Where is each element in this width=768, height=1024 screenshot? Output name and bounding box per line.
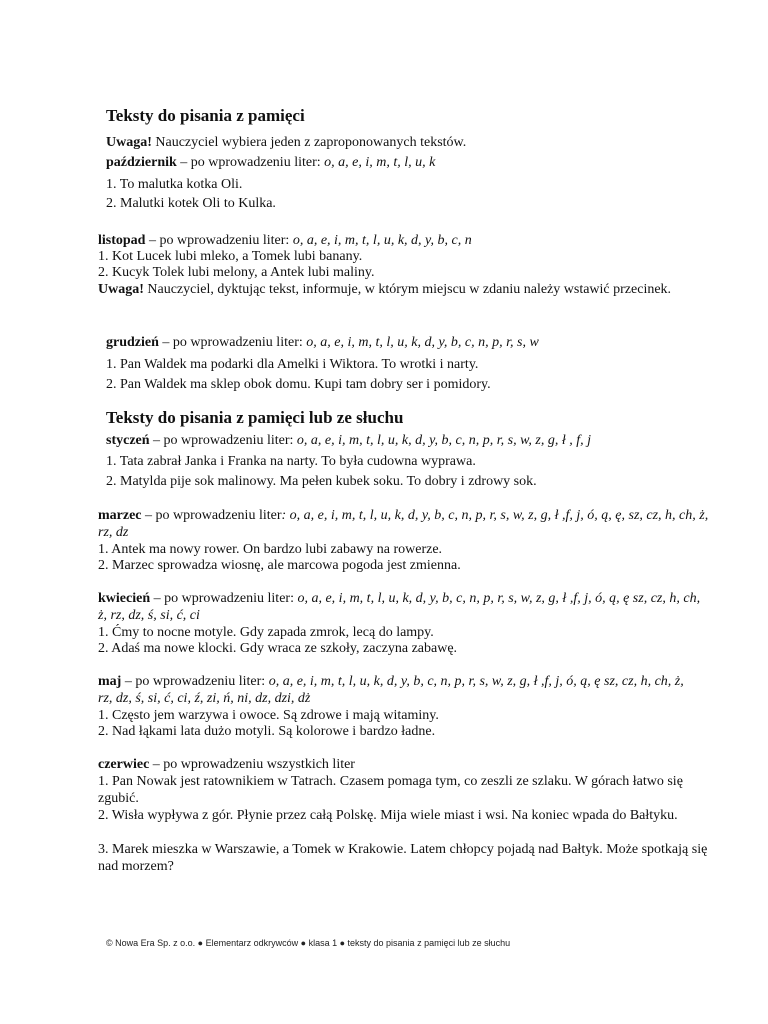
month-header-april	[98, 590, 708, 624]
note-teacher-choice	[106, 134, 466, 151]
note-label: Uwaga!	[98, 282, 144, 297]
list-item: 2. Adaś ma nowe klocki. Gdy wraca ze szkoły, zaczyna zabawę.	[98, 641, 458, 656]
letters-list: o, a, e, i, m, t, l, u, k, d, y, b, c, n	[292, 233, 472, 248]
list-item: 2. Nad łąkami lata dużo motyli. Są kolorowe i bardzo ładne.	[98, 724, 436, 739]
note-text: Nauczyciel wybiera jeden z zaproponowanych tekstów.	[151, 135, 467, 150]
list-item: 2. Wisła wypływa z gór. Płynie przez całą Polskę. Mija wiele miast i wsi. Na koniec wpada do Bałtyku.	[98, 808, 678, 823]
list-item: 1. Ćmy to nocne motyle. Gdy zapada zmrok, lecą do lampy.	[98, 625, 434, 640]
list-item: 1. Antek ma nowy rower. On bardzo lubi zabawy na rowerze.	[98, 542, 443, 557]
letters-list: o, a, e, i, m, t, l, u, k, d, y, b, c, n, p, r, s, w, z, g, ł , f, j	[296, 433, 592, 448]
month-header-october	[106, 154, 435, 171]
month-header-january	[106, 432, 591, 449]
list-item: 1. Pan Waldek ma podarki dla Amelki i Wiktora. To wrotki i narty.	[106, 357, 479, 372]
month-intro: – po wprowadzeniu liter:	[150, 591, 298, 606]
month-intro: – po wprowadzeniu wszystkich liter	[149, 757, 355, 772]
section-title-memory: Teksty do pisania z pamięci	[106, 106, 305, 125]
month-header-march	[98, 507, 718, 541]
letters-list: : o, a, e, i, m, t, l, u, k, d, y, b, c, n, p, r, s, w, z, g, ł ,f, j, ó, ą, ę, sz, cz, h, ch, ż, rz, dz	[98, 508, 709, 540]
list-item: 1. Tata zabrał Janka i Franka na narty. To była cudowna wyprawa.	[106, 454, 476, 469]
section-title-memory-or-dictation: Teksty do pisania z pamięci lub ze słuchu	[106, 408, 404, 427]
letters-list: o, a, e, i, m, t, l, u, k, d, y, b, c, n, p, r, s, w	[306, 335, 539, 350]
month-intro: – po wprowadzeniu liter:	[149, 433, 297, 448]
note-text: Nauczyciel, dyktując tekst, informuje, w którym miejscu w zdaniu należy wstawić przecinek.	[143, 282, 672, 297]
month-name: maj	[98, 674, 122, 689]
list-item: 2. Kucyk Tolek lubi melony, a Antek lubi maliny.	[98, 265, 375, 280]
list-item: 2. Marzec sprowadza wiosnę, ale marcowa pogoda jest zmienna.	[98, 558, 461, 573]
month-name: czerwiec	[98, 757, 150, 772]
month-header-may	[98, 673, 698, 707]
month-name: grudzień	[106, 335, 159, 350]
list-item: 3. Marek mieszka w Warszawie, a Tomek w Krakowie. Latem chłopcy pojadą nad Bałtyk. Może spotkają się nad morzem?	[98, 842, 708, 874]
note-comma	[98, 281, 698, 298]
month-intro: – po wprowadzeniu liter:	[145, 233, 293, 248]
letters-list: o, a, e, i, m, t, l, u, k	[324, 155, 436, 170]
month-name: październik	[106, 155, 177, 170]
list-item: 1. Często jem warzywa i owoce. Są zdrowe i mają witaminy.	[98, 708, 439, 723]
letters-list: o, a, e, i, m, t, l, u, k, d, y, b, c, n, p, r, s, w, z, g, ł ,f, j, ó, ą, ę sz, cz, h, ch, ż, rz, dz, ś, si, ć, ci	[98, 591, 701, 623]
list-item: 2. Pan Waldek ma sklep obok domu. Kupi tam dobry ser i pomidory.	[106, 377, 491, 392]
list-item: 1. To malutka kotka Oli.	[106, 177, 243, 192]
letters-list: o, a, e, i, m, t, l, u, k, d, y, b, c, n, p, r, s, w, z, g, ł ,f, j, ó, ą, ę sz, cz, h, ch, ż, rz, dz, ś, si, ć, ci, ź, zi, ń, ni, dz, dzi, dż	[98, 674, 684, 706]
month-intro: – po wprowadzeniu liter:	[158, 335, 307, 350]
month-name: listopad	[98, 233, 146, 248]
list-item: 2. Malutki kotek Oli to Kulka.	[106, 196, 276, 211]
list-item: 1. Pan Nowak jest ratownikiem w Tatrach. Czasem pomaga tym, co zeszli ze szlaku. W górach łatwo się zgubić.	[98, 774, 683, 806]
month-header-december	[106, 334, 539, 351]
month-name: kwiecień	[98, 591, 151, 606]
month-header-june	[98, 756, 355, 773]
list-item: 1. Kot Lucek lubi mleko, a Tomek lubi banany.	[98, 249, 363, 264]
page-footer: © Nowa Era Sp. z o.o. ● Elementarz odkrywców ● klasa 1 ● teksty do pisania z pamięci lub ze słuchu	[106, 938, 511, 948]
list-item: 2. Matylda pije sok malinowy. Ma pełen kubek soku. To dobry i zdrowy sok.	[106, 474, 537, 489]
month-intro: – po wprowadzeniu liter	[141, 508, 282, 523]
note-label: Uwaga!	[106, 135, 152, 150]
month-header-november	[98, 232, 472, 249]
month-intro: – po wprowadzeniu liter:	[176, 155, 325, 170]
month-intro: – po wprowadzeniu liter:	[121, 674, 269, 689]
month-name: styczeń	[106, 433, 150, 448]
month-name: marzec	[98, 508, 142, 523]
